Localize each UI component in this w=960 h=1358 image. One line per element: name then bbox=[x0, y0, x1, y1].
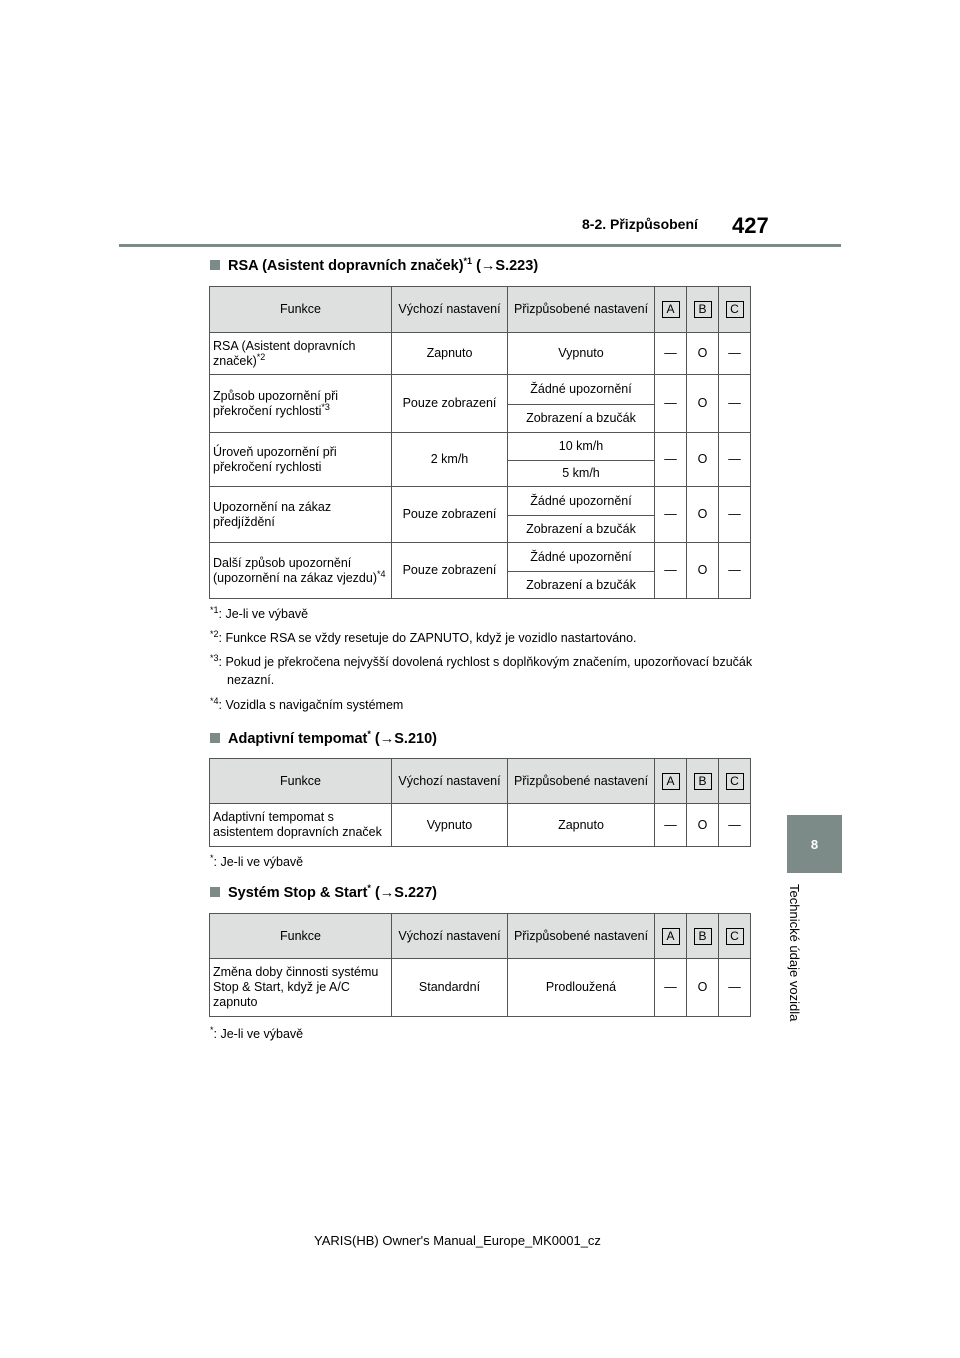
cell-b: O bbox=[687, 804, 719, 847]
cell-option: Žádné upozornění bbox=[508, 543, 655, 572]
footnotes-acc bbox=[210, 853, 303, 871]
chapter-label: Technické údaje vozidla bbox=[787, 884, 802, 1022]
col-a: A bbox=[655, 759, 687, 804]
cell-default: Pouze zobrazení bbox=[392, 487, 508, 543]
footnote: $^{*3}$: Pokud je překročena nejvyšší dovolená rychlost s doplňkovým značením, upozorňovací bzučák nezazní. bbox=[210, 653, 753, 688]
col-c: C bbox=[719, 759, 751, 804]
cell-option: 10 km/h bbox=[508, 433, 655, 461]
footnote: *: Je-li ve výbavě bbox=[210, 852, 304, 869]
chapter-tab bbox=[787, 815, 842, 873]
cell-a: — bbox=[655, 333, 687, 375]
stop-start-settings-table bbox=[209, 913, 751, 1017]
table-row bbox=[210, 433, 751, 461]
cell-option: Zobrazení a bzučák bbox=[508, 405, 655, 433]
cell-option: Zobrazení a bzučák bbox=[508, 516, 655, 543]
cell-default: 2 km/h bbox=[392, 433, 508, 487]
cell-b: O bbox=[687, 333, 719, 375]
cell-default: Zapnuto bbox=[392, 333, 508, 375]
table-row bbox=[210, 487, 751, 516]
table-row bbox=[210, 543, 751, 572]
cell-b: O bbox=[687, 543, 719, 599]
table-header-row bbox=[210, 914, 751, 959]
col-a: A bbox=[655, 287, 687, 333]
section-heading-acc: Adaptivní tempomat* (→S.210) bbox=[210, 731, 437, 747]
table-row bbox=[210, 959, 751, 1017]
cell-funkce: Upozornění na zákaz předjíždění bbox=[210, 487, 392, 543]
cell-option: 5 km/h bbox=[508, 461, 655, 487]
page-number: 427 bbox=[732, 213, 769, 238]
col-b: B bbox=[687, 287, 719, 333]
cell-c: — bbox=[719, 959, 751, 1017]
cell-c: — bbox=[719, 543, 751, 599]
cell-funkce: Úroveň upozornění při překročení rychlosti bbox=[210, 433, 392, 487]
table-row bbox=[210, 804, 751, 847]
cell-option: Žádné upozornění bbox=[508, 375, 655, 405]
footnote: $^{*2}$: Funkce RSA se vždy resetuje do ZAPNUTO, když je vozidlo nastartováno. bbox=[210, 628, 637, 646]
cell-default: Pouze zobrazení bbox=[392, 543, 508, 599]
cell-funkce: Adaptivní tempomat s asistentem dopravních značek bbox=[210, 804, 392, 847]
section-title: 8-2. Přizpůsobení bbox=[582, 216, 698, 232]
square-bullet-icon bbox=[210, 887, 220, 897]
cell-c: — bbox=[719, 433, 751, 487]
cell-option: Zapnuto bbox=[508, 804, 655, 847]
cell-c: — bbox=[719, 804, 751, 847]
acc-settings-table bbox=[209, 758, 751, 847]
cell-c: — bbox=[719, 487, 751, 543]
table-header-row bbox=[210, 287, 751, 333]
cell-option: Vypnuto bbox=[508, 333, 655, 375]
cell-a: — bbox=[655, 375, 687, 433]
cell-option: Prodloužená bbox=[508, 959, 655, 1017]
square-bullet-icon bbox=[210, 260, 220, 270]
col-default: Výchozí nastavení bbox=[392, 914, 508, 959]
rsa-settings-table bbox=[209, 286, 751, 599]
col-default: Výchozí nastavení bbox=[392, 759, 508, 804]
col-funkce: Funkce bbox=[210, 914, 392, 959]
manual-footer: YARIS(HB) Owner's Manual_Europe_MK0001_cz bbox=[314, 1233, 601, 1248]
col-custom: Přizpůsobené nastavení bbox=[508, 914, 655, 959]
col-custom: Přizpůsobené nastavení bbox=[508, 759, 655, 804]
footnotes-stop-start bbox=[210, 1025, 303, 1043]
footnote: *: Je-li ve výbavě bbox=[210, 1024, 304, 1041]
col-funkce: Funkce bbox=[210, 759, 392, 804]
section-heading-stop-start: Systém Stop & Start* (→S.227) bbox=[210, 885, 437, 901]
cell-a: — bbox=[655, 804, 687, 847]
footnote: $^{*1}$: Je-li ve výbavě bbox=[210, 604, 309, 621]
col-b: B bbox=[687, 759, 719, 804]
cell-c: — bbox=[719, 333, 751, 375]
cell-funkce: Způsob upozornění při překročení rychlosti$^{*3}$ bbox=[210, 375, 392, 433]
chapter-number: 8 bbox=[810, 836, 819, 852]
cell-funkce: RSA (Asistent dopravních značek)$^{*2}$ bbox=[210, 333, 392, 375]
cell-funkce: Změna doby činnosti systému Stop & Start, když je A/C zapnuto bbox=[210, 959, 392, 1017]
footnotes-rsa bbox=[210, 605, 755, 714]
cell-b: O bbox=[687, 487, 719, 543]
header-divider bbox=[119, 244, 841, 247]
col-funkce: Funkce bbox=[210, 287, 392, 333]
col-c: C bbox=[719, 287, 751, 333]
cell-c: — bbox=[719, 375, 751, 433]
cell-option: Žádné upozornění bbox=[508, 487, 655, 516]
cell-b: O bbox=[687, 959, 719, 1017]
table-row bbox=[210, 333, 751, 375]
cell-default: Pouze zobrazení bbox=[392, 375, 508, 433]
cell-a: — bbox=[655, 433, 687, 487]
cell-a: — bbox=[655, 959, 687, 1017]
col-c: C bbox=[719, 914, 751, 959]
col-b: B bbox=[687, 914, 719, 959]
cell-b: O bbox=[687, 375, 719, 433]
cell-funkce: Další způsob upozornění (upozornění na zákaz vjezdu)$^{*4}$ bbox=[210, 543, 392, 599]
cell-a: — bbox=[655, 543, 687, 599]
table-header-row bbox=[210, 759, 751, 804]
cell-default: Vypnuto bbox=[392, 804, 508, 847]
table-row bbox=[210, 375, 751, 405]
col-default: Výchozí nastavení bbox=[392, 287, 508, 333]
cell-b: O bbox=[687, 433, 719, 487]
cell-a: — bbox=[655, 487, 687, 543]
cell-default: Standardní bbox=[392, 959, 508, 1017]
square-bullet-icon bbox=[210, 733, 220, 743]
col-a: A bbox=[655, 914, 687, 959]
col-custom: Přizpůsobené nastavení bbox=[508, 287, 655, 333]
cell-option: Zobrazení a bzučák bbox=[508, 572, 655, 599]
section-heading-rsa: RSA (Asistent dopravních značek)$^{*1}$ (→S.223) bbox=[210, 258, 538, 274]
footnote: $^{*4}$: Vozidla s navigačním systémem bbox=[210, 695, 404, 712]
